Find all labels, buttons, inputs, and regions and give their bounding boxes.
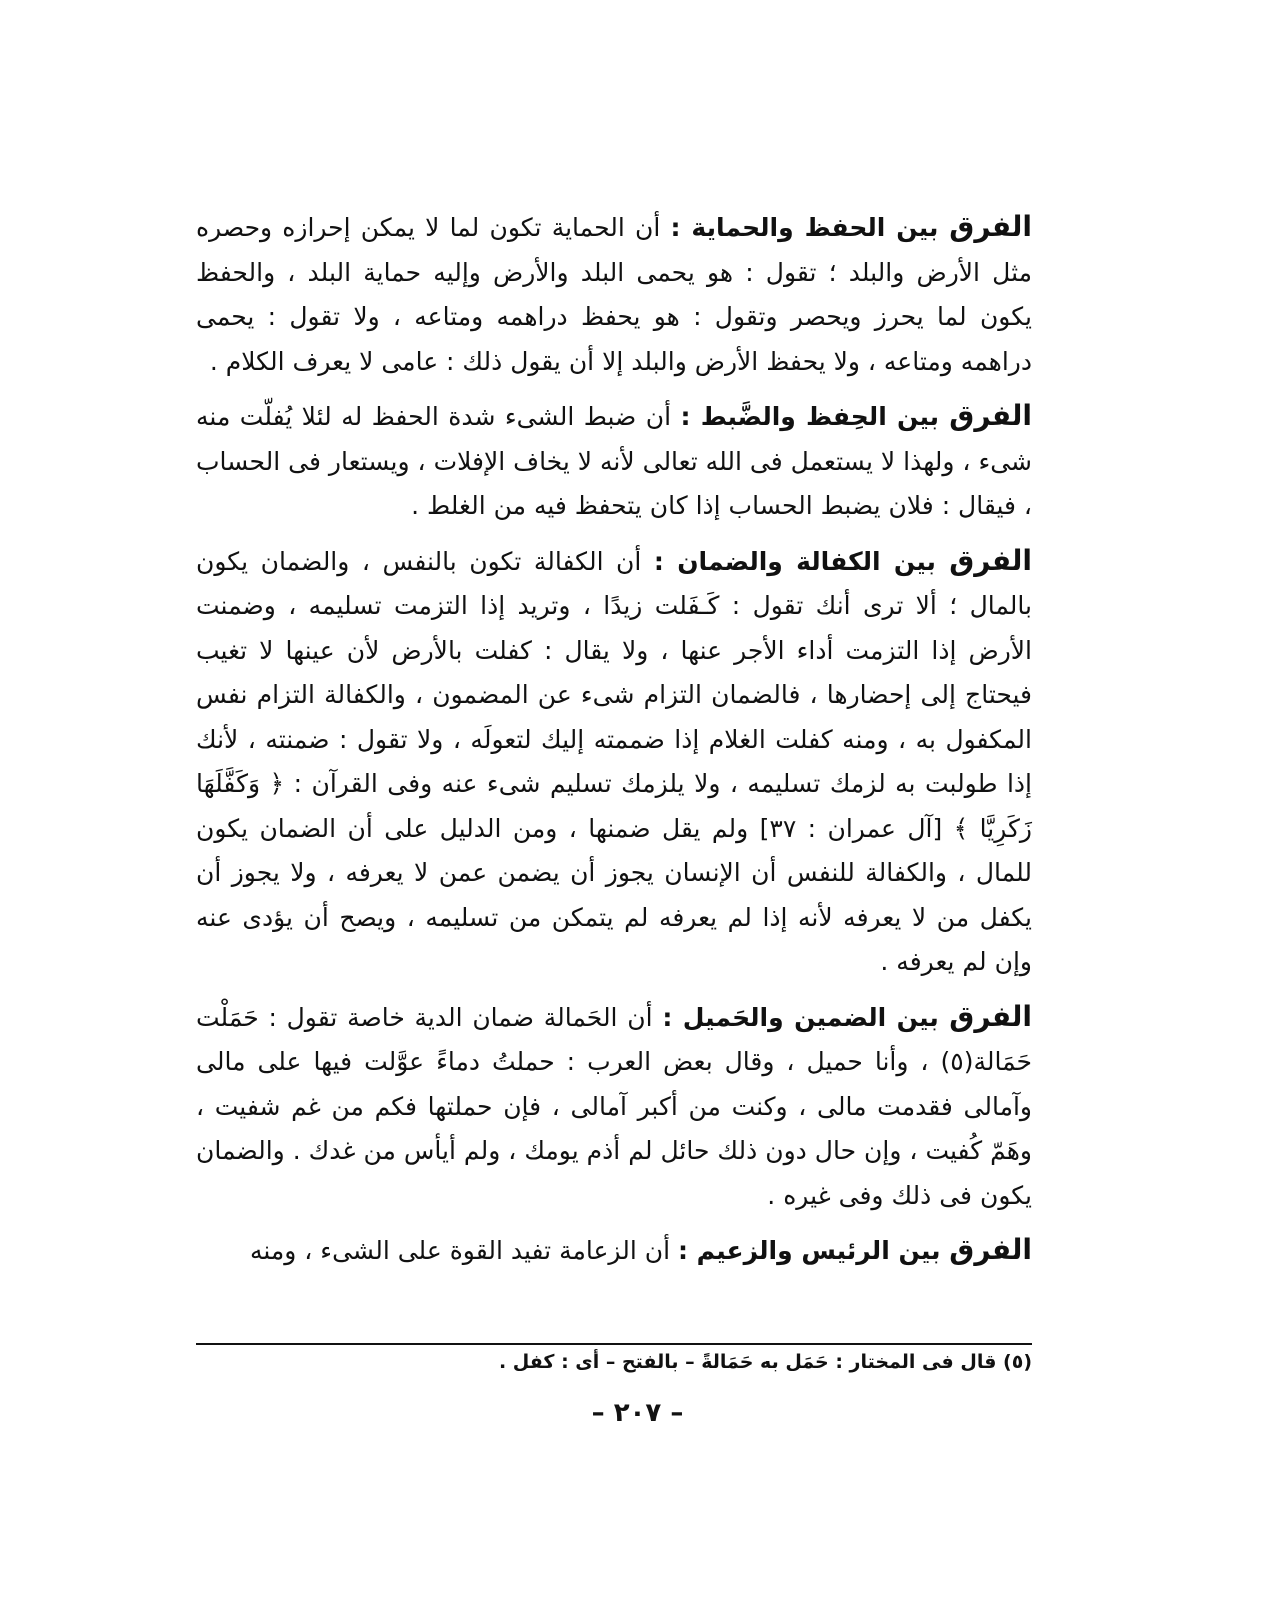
entry-keyword: الفرق [949, 543, 1032, 577]
footnote: (٥) قال فى المختار : حَمَل به حَمَالةً – بالفتح – أى : كفل . [498, 1351, 1032, 1373]
entry-heading [670, 210, 1033, 243]
paragraph-kafala-daman [196, 539, 1032, 985]
entry-title: بين الحِفظ والضَّبط : [680, 402, 940, 431]
paragraph-rais-zaim [196, 1228, 1032, 1274]
entry-keyword: الفرق [949, 999, 1032, 1033]
entry-keyword: الفرق [949, 399, 1033, 432]
entry-text: أن الزعامة تفيد القوة على الشىء ، ومنه [249, 1236, 671, 1265]
entry-heading [677, 1233, 1032, 1266]
entry-title: بين الرئيس والزعيم : [677, 1236, 941, 1265]
paragraph-hifz-dabt [196, 394, 1032, 529]
entry-text: أن ضبط الشىء شدة الحفظ له لئلا يُفلّت منه شىء ، ولهذا لا يستعمل فى الله تعالى لأنه لا يخاف الإفلات ، ويستعار فى الحساب ، فيقال : فلان يضبط الحساب إذا كان يتحفظ فيه من الغلط . [196, 402, 1032, 520]
entry-heading [653, 543, 1032, 577]
entry-heading [680, 399, 1033, 432]
footnote-divider [196, 1343, 1032, 1345]
entry-text: أن الحماية تكون لما لا يمكن إحرازه وحصره مثل الأرض والبلد ؛ تقول : هو يحمى البلد والأرض وإليه حماية البلد ، والحفظ يكون لما يحرز ويحصر وتقول : هو يحفظ دراهمه ومتاعه ، ولا تقول : يحمى دراهمه ومتاعه ، ولا يحفظ الأرض والبلد إلا أن يقول ذلك : عامى لا يعرف الكلام . [196, 213, 1032, 376]
paragraph-hifz-himaya [196, 205, 1032, 384]
entry-heading [662, 999, 1032, 1033]
entry-title: بين الكفالة والضمان : [653, 546, 936, 576]
paragraph-damin-hamil [196, 995, 1032, 1219]
page-body [196, 205, 1032, 1284]
entry-title: بين الضمين والحَميل : [662, 1002, 939, 1032]
entry-title: بين الحفظ والحماية : [670, 213, 939, 242]
entry-keyword: الفرق [949, 210, 1032, 243]
page-number: – ٢٠٧ – [591, 1398, 684, 1428]
entry-text: أن الحَمالة ضمان الدية خاصة تقول : حَمَلْت حَمَالة(٥) ، وأنا حميل ، وقال بعض العرب : حملتُ دماءً عوَّلت فيها على مالى وآمالى فقدمت مالى ، وكنت من أكبر آمالى ، فإن حملتها فكم من غم شفيت ، وهَمّ كُفيت ، وإن حال دون ذلك حائل لم أذم يومك ، ولم أيأس من غدك . والضمان يكون فى ذلك وفى غيره . [196, 1002, 1032, 1210]
entry-text: أن الكفالة تكون بالنفس ، والضمان يكون بالمال ؛ ألا ترى أنك تقول : كَـفَلت زيدًا ، وتريد إذا التزمت تسليمه ، وضمنت الأرض إذا التزمت أداء الأجر عنها ، ولا يقال : كفلت بالأرض لأن عينها لا تغيب فيحتاج إلى إحضارها ، فالضمان التزام شىء عن المضمون ، والكفالة التزام نفس المكفول به ، ومنه كفلت الغلام إذا ضممته إليك لتعولَه ، ولا تقول : ضمنته ، لأنك إذا طولبت به لزمك تسليمه ، ولا يلزمك تسليم شىء عنه وفى القرآن : ﴿ وَكَفَّلَهَا زَكَرِيَّا ﴾ [آل عمران : ٣٧] ولم يقل ضمنها ، ومن الدليل على أن الضمان يكون للمال ، والكفالة للنفس أن الإنسان يجوز أن يضمن عمن لا يعرفه ، ولا يجوز أن يكفل من لا يعرفه لأنه إذا لم يعرفه لم يتمكن من تسليمه ، ويصح أن يؤدى عنه وإن لم يعرفه . [196, 546, 1033, 976]
entry-keyword: الفرق [949, 1233, 1032, 1266]
